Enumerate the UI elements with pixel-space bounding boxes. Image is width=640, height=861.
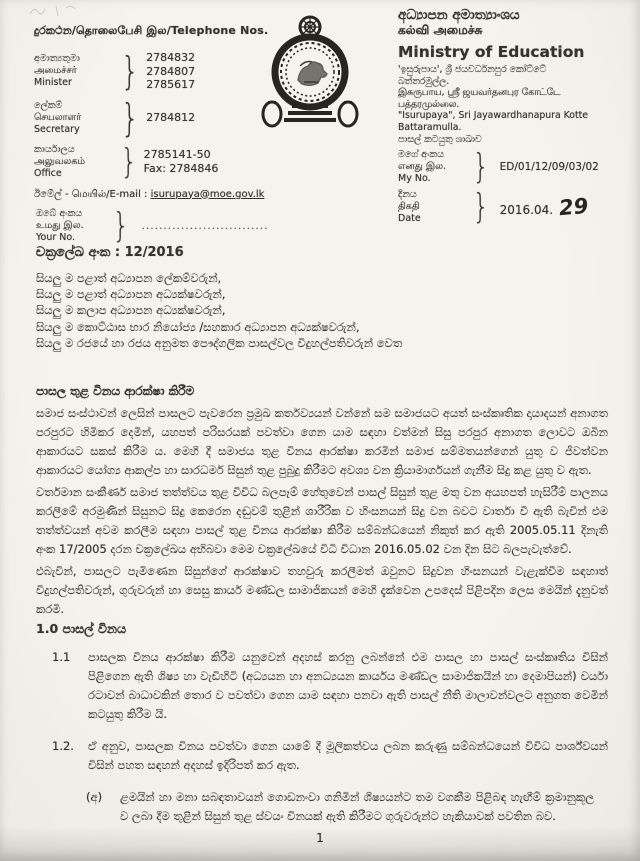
my-no-label-si: මගේ අංකය bbox=[398, 149, 444, 161]
sri-lanka-emblem bbox=[254, 14, 366, 136]
minister-label-ta: அமைச்சர் bbox=[34, 65, 77, 77]
minister-phone-3: 2785617 bbox=[146, 78, 196, 91]
minister-label-si: අමාත්‍යතුමා bbox=[34, 53, 80, 65]
brace-glyph: } bbox=[472, 187, 489, 228]
section-number: 1.1 bbox=[52, 650, 71, 664]
office-label-ta: அலுவலகம் bbox=[34, 155, 86, 167]
pencil-marks bbox=[26, 2, 86, 20]
subject-line: පාසල තුළ විනය ආරක්ෂා කිරීම bbox=[36, 384, 195, 398]
address-english-1: "Isurupaya", Sri Jayawardhanapura Kotte bbox=[398, 110, 588, 122]
email-label: ඊමේල් - மெயில்/E-mail : bbox=[34, 188, 148, 200]
section-number: (අ) bbox=[86, 790, 103, 804]
office-label-en: Office bbox=[34, 167, 62, 179]
branch-name: පාසල් කටයුතු ශාඛාව bbox=[398, 133, 482, 145]
telephone-row-office bbox=[34, 141, 284, 182]
minister-label-en: Minister bbox=[34, 77, 72, 89]
office-phone: 2785141-50 bbox=[143, 148, 211, 161]
section-text: ළමයින් හා මනා සබඳතාවයන් ගොඩනංවා ගනිමින් ශිෂ්‍යයන්ට තම වගකීම පිළිබඳ හැඟීම් ක්‍රමානුකූල ව ලබා දීම තුළින් සිසුන් තුළ ස්වයං විනයක් ඇති කිරීමට ගුරුවරුන්ට හැකියාවක් පවතින බව. bbox=[120, 790, 594, 823]
address-sinhala-2: බත්තරමුල්ල. bbox=[398, 75, 450, 87]
date-printed: 2016.04. bbox=[499, 203, 554, 218]
address-tamil-2: பத்தரமுல்லை. bbox=[398, 98, 460, 110]
email-line bbox=[34, 189, 284, 201]
section-text: පාසලක විනය ආරක්ෂා කිරීම යනුවෙන් අදහස් කරනු ලබන්නේ එම පාසල හා පාසල් සංස්කෘතිය විසින් පිළිගෙන ඇති ශිෂ්‍ය හා වැඩිහිටි (අධ්‍යයන හා අනධ්‍යයන කාර්යය මණ්ඩල සාමාජිකයින් හා දෙමාපියන්) චර්යා රටාවන් බාධාවකින් තොර ව පවත්වා ගෙන යාම සඳහා පනවා ඇති පාසල් නීති මාලාවන්වලට අනුගත වෙමින් කටයුතු කිරීම යි. bbox=[88, 650, 608, 721]
date-row bbox=[398, 187, 638, 228]
section-item-1-1 bbox=[52, 648, 608, 724]
date-label-ta: திகதி bbox=[398, 201, 420, 213]
your-no-label-en: Your No. bbox=[36, 232, 76, 243]
minister-phone-2: 2784807 bbox=[146, 64, 196, 78]
recipient-line: සියලු ම කොට්ඨාස භාර නියෝජ්‍ය /සහකාර අධ්‍යාපන අධ්‍යක්ෂවරුන්, bbox=[36, 319, 360, 334]
your-no-label-ta: உமது இல. bbox=[36, 220, 84, 231]
ministry-name-sinhala: අධ්‍යාපන අමාත්‍යාංශය bbox=[398, 7, 520, 23]
brace-glyph: } bbox=[472, 147, 489, 188]
date-label-si: දිනය bbox=[398, 189, 417, 201]
section-number: 1.2. bbox=[52, 739, 74, 753]
your-no-value: ............................. bbox=[141, 220, 269, 232]
brace-glyph: } bbox=[120, 141, 137, 182]
ministry-name-english: Ministry of Education bbox=[398, 43, 585, 61]
email-address: isurupaya@moe.gov.lk bbox=[150, 188, 265, 200]
my-no-row bbox=[398, 147, 638, 188]
secretary-label-en: Secretary bbox=[34, 123, 80, 135]
circular-number: චක්‍රලේඛ අංක : 12/2016 bbox=[36, 245, 184, 260]
brace-glyph: } bbox=[121, 49, 140, 94]
telephone-block bbox=[34, 24, 284, 201]
recipient-list bbox=[36, 270, 402, 351]
my-no-label-ta: எனது இல. bbox=[398, 161, 447, 173]
my-no-value: ED/01/12/09/03/02 bbox=[499, 161, 599, 174]
section-item-a bbox=[86, 788, 594, 826]
secretary-phone: 2784812 bbox=[146, 110, 196, 124]
body-paragraph-3: එබැවින්, පාසලට පැමිණෙන සිසුන්ගේ ආරක්ෂාව තහවුරු කරලීමත් ඔවුනට සිදුවන හිංසනයන් වැළැක්වීම සඳහාත් විදුහල්පතිවරුන්, ගුරුවරුන් හා සෙසු කාර්ය මණ්ඩල සාමාජිකයන් මෙහි දැක්වෙන උපදෙස් පිළිපදින ලෙස මෙයින් දැනුවත් කරමි. bbox=[36, 564, 608, 616]
ministry-name-tamil: கல்வி அமைச்சு bbox=[398, 23, 483, 37]
secretary-label-si: ලේකම් bbox=[34, 99, 63, 111]
recipient-line: සියලු ම කලාප අධ්‍යාපන අධ්‍යක්ෂවරුන්, bbox=[36, 303, 226, 318]
brace-glyph: } bbox=[121, 95, 140, 140]
address-tamil-1: இசுருபாய, ஸ்ரீ ஜயவர்தனபுர கோட்டே bbox=[398, 87, 561, 99]
address-english-2: Battaramulla. bbox=[398, 121, 462, 133]
telephone-row-minister bbox=[34, 51, 284, 92]
office-fax: Fax: 2784846 bbox=[143, 161, 219, 175]
your-no-block bbox=[36, 208, 269, 244]
section-item-1-2 bbox=[52, 737, 608, 775]
page-number: 1 bbox=[316, 831, 324, 845]
handwritten-date: 29 bbox=[558, 193, 590, 221]
date-label-en: Date bbox=[398, 213, 421, 225]
minister-phone-1: 2784832 bbox=[146, 51, 196, 64]
telephone-row-secretary bbox=[34, 95, 284, 140]
secretary-label-ta: செயலாளர் bbox=[34, 111, 82, 123]
office-label-si: කාර්යාලය bbox=[34, 143, 75, 155]
section-heading-1-0: 1.0 පාසල් විනය bbox=[36, 621, 127, 636]
my-no-label-en: My No. bbox=[398, 173, 431, 185]
address-sinhala-1: 'ඉසුරුපාය', ශ්‍රී ජයවර්ධනපුර කෝට්ටේ bbox=[398, 64, 547, 75]
body-paragraph-2: වර්තමාන සංකීර්ණ සමාජ තත්ත්වය තුළ විවිධ බලපෑම් හේතුවෙන් පාසල් සිසුන් තුළ මතු වන අයහපත් හැසිරීම් පාලනය කරලීමේ අරමුණින් සිසුනට සිදු කෙරෙන දඬුවම් තුළින් ශාරීරික ව හිංසනයන් සිදු වන බවට වාර්තා වී ඇති බැවින් එම තත්ත්වයන් අවම කරලීම සඳහා පාසල් තුළ විනය ආරක්ෂා කිරීම සම්බන්ධයෙන් නිකුත් කර ඇති 2005.05.11 දිනැති අංක 17/2005 දරන චක්‍රලේඛය අභිබවා මෙම චක්‍රලේඛයේ විධි විධාන 2016.05.02 වන දින සිට බලපැවැත්වේ. bbox=[36, 485, 608, 556]
ministry-block bbox=[398, 7, 638, 228]
telephone-title: දුරකථන/தொலைபேசி இல/Telephone Nos. bbox=[34, 24, 269, 37]
your-no-label-si: ඔබේ අංකය bbox=[36, 208, 83, 219]
recipient-line: සියලු ම පළාත් අධ්‍යාපන ලේකම්වරුන්, bbox=[36, 271, 222, 285]
recipient-line: සියලු ම පළාත් අධ්‍යාපන අධ්‍යක්ෂවරුන්, bbox=[36, 287, 226, 302]
recipient-line: සියලු ම රජයේ හා රජය අනුමත පෞද්ගලික පාසල්වල විදුහල්පතිවරුන් වෙත bbox=[36, 335, 403, 350]
section-text: ඒ අනුව, පාසලක විනය පවත්වා ගෙන යාමේ දී මූලිකත්වය ලබන කරුණු සම්බන්ධයෙන් විවිධ පාර්ශ්වයන් විසින් පහත සඳහන් අදහස් ඉදිරිපත් කර ඇත. bbox=[88, 739, 608, 772]
brace-glyph: } bbox=[112, 206, 129, 246]
body-paragraph-1: සමාජ සංස්ථාවන් ලෙසින් පාසලට පැවරෙන ප්‍රමුඛ කර්තව්‍යයන් වන්නේ සම සමාජයට අයත් සංස්කෘතික දායාදයන් අනාගත පරපුරට හිමිකර දෙමින්, යහපත් පරිසරයක් පවත්වා ගෙන යාම සඳහා වත්මන් සිසු පරපුර අනාගත ලොවට ඔබින ආකාරයට සකස් කිරීම ය. මෙහි දී සමාජය තුළ විනය ආරක්ෂා කරමින් සමාජ සම්මතයන්ගෙන් යුතු ව ජීවත්වන ආකාරයට යෝග්‍ය ආකල්ප හා සාරධර්ම සිසුන් තුළ පුබුදු කිරීමට අවශ්‍ය වන ක්‍රියාමාර්ගයන් ගැනීම සිදු කළ යුතු ව ඇත. bbox=[36, 406, 608, 477]
